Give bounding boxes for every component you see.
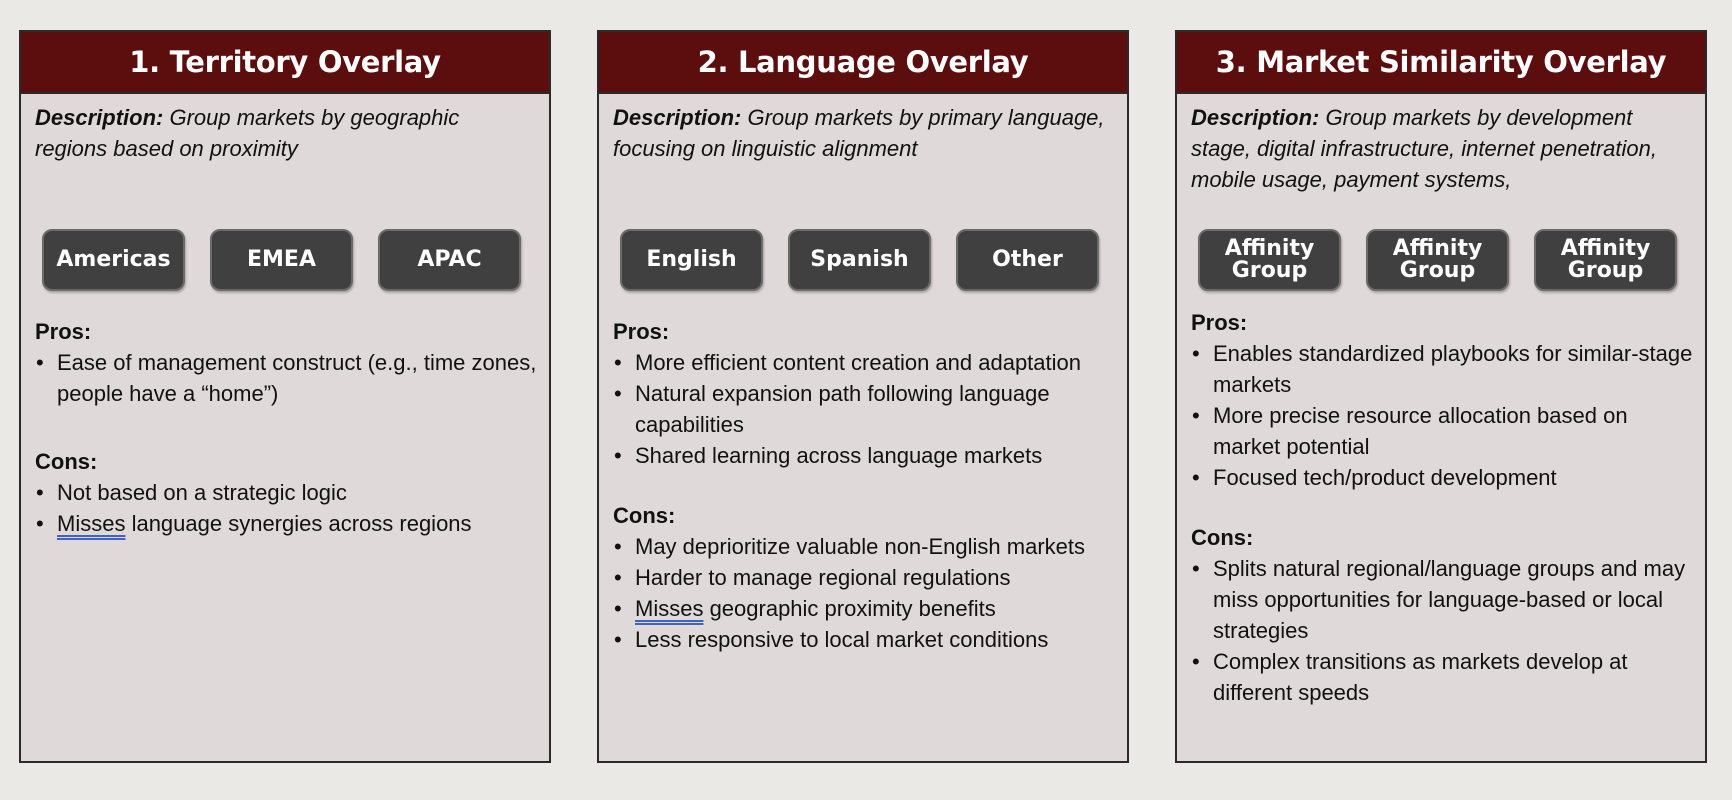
chip-affinity-group-3 (1534, 229, 1677, 291)
spellcheck-word: Misses (57, 511, 126, 536)
cons-heading: Cons: (35, 449, 98, 474)
description-text: Group markets by development stage, digital infrastructure, internet penetration, mobile usage, payment systems, (1191, 105, 1657, 192)
list-item: • Not based on a strategic logic (35, 477, 537, 508)
pros-section (1191, 308, 1693, 493)
panel-description (613, 102, 1115, 229)
pros-list (1191, 338, 1693, 493)
description-label: Description: (613, 105, 742, 130)
list-item: • More precise resource allocation based on market potential (1191, 400, 1693, 462)
chip-label: Affinity Group (1392, 236, 1483, 283)
cons-list (35, 477, 537, 539)
list-item: • Less responsive to local market conditions (613, 624, 1115, 655)
market-similarity-overlay-panel (1175, 30, 1707, 763)
territory-overlay-panel (19, 30, 551, 763)
cons-heading: Cons: (613, 503, 676, 528)
description-text: Group markets by geographic regions based on proximity (35, 105, 460, 161)
list-item: • Harder to manage regional regulations (613, 562, 1115, 593)
pros-section (35, 317, 537, 409)
pros-list (35, 347, 537, 409)
pros-heading: Pros: (1191, 310, 1248, 335)
description-label: Description: (35, 105, 164, 130)
group-chips (620, 229, 1115, 293)
list-item: • More efficient content creation and adaptation (613, 347, 1115, 378)
spellcheck-word: Misses (635, 596, 704, 621)
panel-description (35, 102, 537, 229)
chip-americas: Americas (42, 229, 185, 291)
cons-section (613, 501, 1115, 655)
chip-apac: APAC (378, 229, 521, 291)
list-item: • Natural expansion path following language capabilities (613, 378, 1115, 440)
chip-label: Affinity Group (1560, 236, 1651, 283)
pros-section (613, 317, 1115, 471)
group-chips (42, 229, 537, 293)
pros-heading: Pros: (613, 319, 670, 344)
list-item: • Shared learning across language markets (613, 440, 1115, 471)
pros-heading: Pros: (35, 319, 92, 344)
list-item: • Focused tech/product development (1191, 462, 1693, 493)
chip-label: Affinity Group (1224, 236, 1315, 283)
cons-heading: Cons: (1191, 525, 1254, 550)
language-overlay-panel (597, 30, 1129, 763)
description-text: Group markets by primary language, focusing on linguistic alignment (613, 105, 1105, 161)
chip-affinity-group-2 (1366, 229, 1509, 291)
cons-section (1191, 523, 1693, 708)
list-item: • Complex transitions as markets develop at different speeds (1191, 646, 1693, 708)
chip-other: Other (956, 229, 1099, 291)
chip-affinity-group-1 (1198, 229, 1341, 291)
pros-list (613, 347, 1115, 471)
panel-description (1191, 102, 1693, 229)
list-item: • Ease of management construct (e.g., time zones, people have a “home”) (35, 347, 537, 409)
chip-emea: EMEA (210, 229, 353, 291)
group-chips (1198, 229, 1693, 293)
cons-section (35, 447, 537, 539)
panel-title: 1. Territory Overlay (21, 32, 549, 94)
cons-list (613, 531, 1115, 655)
list-item-text: geographic proximity benefits (703, 596, 996, 621)
list-item-text: language synergies across regions (125, 511, 472, 536)
chip-english: English (620, 229, 763, 291)
chip-spanish: Spanish (788, 229, 931, 291)
description-label: Description: (1191, 105, 1320, 130)
list-item: • May deprioritize valuable non-English markets (613, 531, 1115, 562)
list-item (35, 508, 537, 539)
list-item (613, 593, 1115, 624)
list-item: • Splits natural regional/language groups and may miss opportunities for language-based or local strategies (1191, 553, 1693, 646)
list-item: • Enables standardized playbooks for similar-stage markets (1191, 338, 1693, 400)
panel-title: 2. Language Overlay (599, 32, 1127, 94)
cons-list (1191, 553, 1693, 708)
panel-title: 3. Market Similarity Overlay (1177, 32, 1705, 94)
